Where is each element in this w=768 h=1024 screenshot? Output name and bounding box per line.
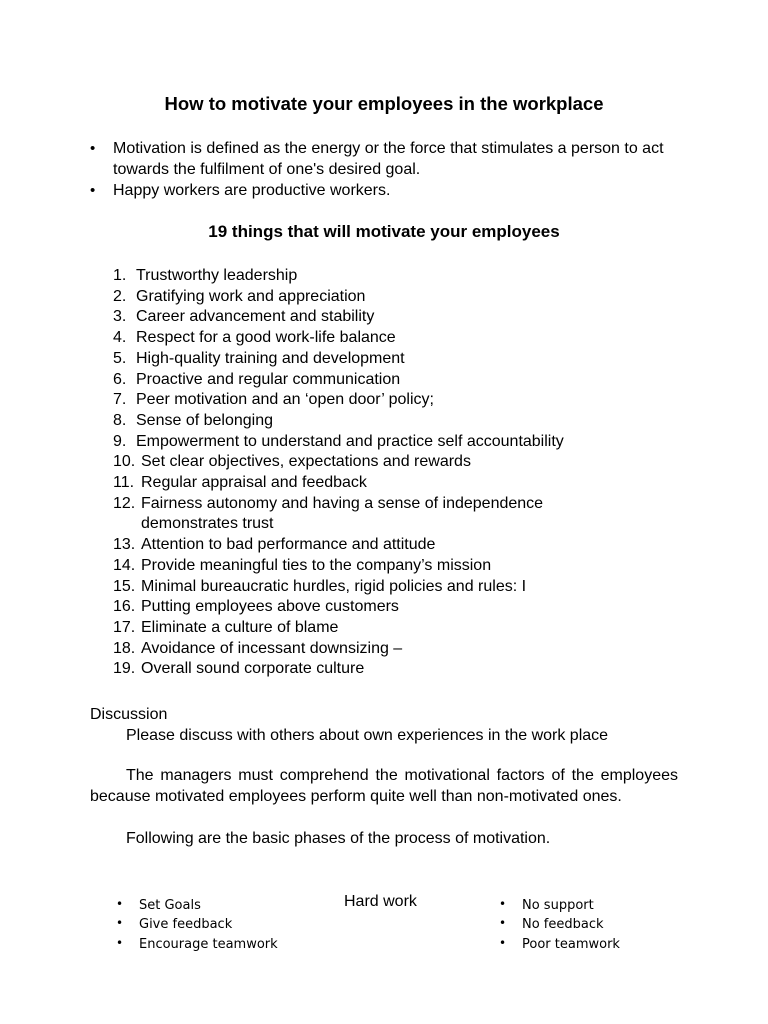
list-text: Provide meaningful ties to the company’s mission	[141, 556, 492, 574]
list-item	[113, 370, 673, 391]
list-number: 13.	[113, 536, 136, 554]
list-item	[113, 597, 673, 618]
list-number: 9.	[113, 432, 127, 450]
list-text: Putting employees above customers	[141, 598, 399, 616]
body-paragraph: The managers must comprehend the motivational factors of the employees because motivated employees perform quite well than non-motivated ones.	[90, 767, 678, 805]
list-text: Sense of belonging	[136, 411, 273, 429]
list-number: 5.	[113, 349, 127, 367]
list-item	[113, 494, 673, 535]
list-item	[499, 896, 620, 915]
list-text: Set Goals	[139, 898, 201, 913]
list-text: Avoidance of incessant downsizing –	[141, 639, 403, 657]
list-item	[113, 577, 673, 598]
positive-factors-list	[116, 896, 278, 954]
list-item	[499, 935, 620, 954]
list-text: Poor teamwork	[522, 936, 620, 952]
list-text: Attention to bad performance and attitude	[141, 536, 436, 554]
list-number: 10.	[113, 453, 136, 471]
list-item	[113, 411, 673, 432]
list-number: 2.	[113, 287, 127, 305]
list-item	[499, 915, 620, 934]
list-item	[113, 556, 673, 577]
list-item	[116, 915, 278, 934]
list-text: Proactive and regular communication	[136, 370, 401, 388]
list-text: Peer motivation and an ‘open door’ policy;	[136, 391, 434, 409]
list-item	[113, 639, 673, 660]
list-item	[113, 349, 673, 370]
list-item	[113, 473, 673, 494]
list-number: 12.	[113, 494, 136, 512]
intro-bullet-text: Happy workers are productive workers.	[113, 182, 391, 199]
list-number: 7.	[113, 391, 127, 409]
list-text: Eliminate a culture of blame	[141, 618, 339, 636]
motivators-list	[113, 266, 673, 680]
list-number: 8.	[113, 411, 127, 429]
intro-bullet-text: Motivation is defined as the energy or the force that stimulates a person to act towards the fulfilment of one's desired goal.	[113, 140, 664, 178]
list-text: Gratifying work and appreciation	[136, 287, 366, 305]
list-text: No feedback	[522, 917, 604, 933]
list-item	[113, 307, 673, 328]
list-number: 11.	[113, 474, 135, 492]
intro-bullet-list	[90, 138, 690, 201]
bullet-icon: •	[116, 916, 124, 931]
list-text: Overall sound corporate culture	[141, 660, 365, 678]
list-number: 16.	[113, 598, 136, 616]
bullet-icon: •	[116, 897, 124, 911]
intro-bullet-item	[90, 138, 690, 180]
bullet-icon: •	[499, 897, 507, 911]
bullet-icon: •	[116, 935, 124, 950]
bullet-icon: •	[90, 182, 96, 199]
list-number: 15.	[113, 577, 136, 595]
intro-bullet-item	[90, 180, 690, 201]
list-number: 17.	[113, 618, 136, 636]
bullet-icon: •	[90, 140, 96, 157]
list-item	[116, 935, 278, 954]
list-item	[113, 432, 673, 453]
bullet-icon: •	[499, 916, 507, 931]
list-item	[113, 618, 673, 639]
list-item	[113, 452, 673, 473]
list-text: Empowerment to understand and practice self accountability	[136, 432, 564, 450]
list-number: 1.	[113, 267, 127, 284]
list-text: Minimal bureaucratic hurdles, rigid policies and rules: I	[141, 577, 527, 595]
list-item	[116, 896, 278, 915]
section-heading: 19 things that will motivate your employees	[208, 222, 560, 241]
list-number: 4.	[113, 329, 127, 347]
list-number: 3.	[113, 308, 127, 326]
body-paragraph-phases: Following are the basic phases of the process of motivation.	[126, 830, 551, 847]
bullet-icon: •	[499, 935, 507, 950]
list-number: 18.	[113, 639, 136, 657]
list-text: High-quality training and development	[136, 349, 405, 367]
list-text: Give feedback	[139, 917, 233, 933]
list-text: Regular appraisal and feedback	[141, 474, 367, 492]
list-text: Trustworthy leadership	[136, 267, 298, 284]
negative-factors-list	[499, 896, 620, 954]
list-item	[113, 535, 673, 556]
center-label: Hard work	[344, 893, 417, 910]
discussion-heading: Discussion	[90, 706, 168, 723]
list-number: 14.	[113, 556, 136, 574]
list-text: Encourage teamwork	[139, 936, 278, 952]
list-text: No support	[522, 898, 594, 913]
list-text: Fairness autonomy and having a sense of independence demonstrates trust	[141, 494, 544, 533]
list-item	[113, 328, 673, 349]
list-number: 19.	[113, 660, 136, 678]
list-item	[113, 266, 673, 287]
discussion-prompt: Please discuss with others about own experiences in the work place	[126, 727, 609, 744]
list-text: Respect for a good work-life balance	[136, 329, 396, 347]
list-text: Career advancement and stability	[136, 308, 375, 326]
list-item	[113, 659, 673, 680]
list-number: 6.	[113, 370, 127, 388]
page-title: How to motivate your employees in the workplace	[164, 93, 604, 114]
list-item	[113, 287, 673, 308]
list-item	[113, 390, 673, 411]
list-text: Set clear objectives, expectations and rewards	[141, 453, 471, 471]
